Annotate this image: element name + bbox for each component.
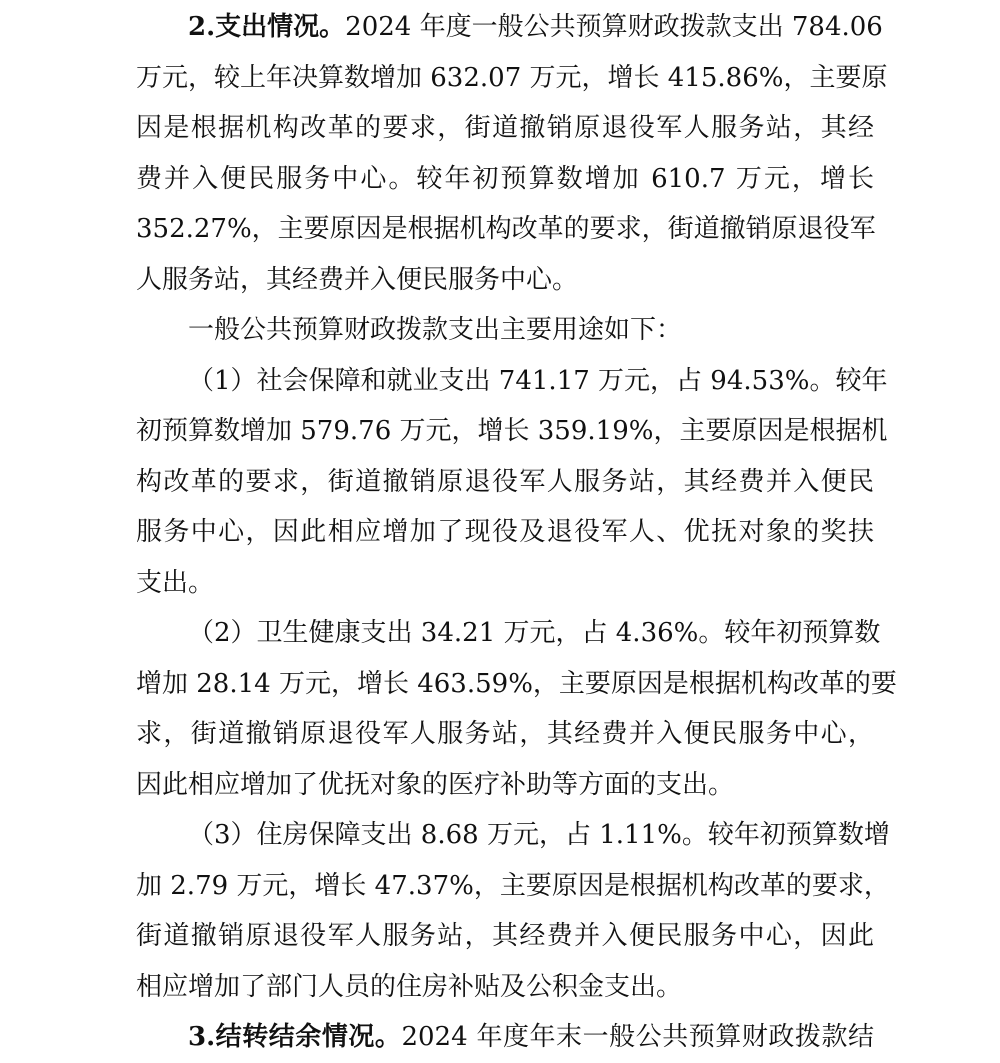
section-3-heading: 3.结转结余情况。 (188, 1022, 402, 1052)
uses-intro: 一般公共预算财政拨款支出主要用途如下： (188, 315, 683, 345)
section-2-line-2: 万元，较上年决算数增加 632.07 万元，增长 415.86%，主要原 (136, 62, 888, 93)
item-2-line-3: 求，街道撤销原退役军人服务站，其经费并入便民服务中心， (136, 719, 874, 749)
item-1-line-3: 构改革的要求，街道撤销原退役军人服务站，其经费并入便民 (136, 466, 874, 497)
item-3-line-2: 加 2.79 万元，增长 47.37%，主要原因是根据机构改革的要求， (136, 870, 890, 901)
section-2-line-5: 352.27%，主要原因是根据机构改革的要求，街道撤销原退役军 (136, 214, 876, 244)
item-2-line-1: （2）卫生健康支出 34.21 万元，占 4.36%。较年初预算数 (188, 618, 881, 648)
item-3-line-4: 相应增加了部门人员的住房补贴及公积金支出。 (136, 971, 683, 1002)
item-1-line-2: 初预算数增加 579.76 万元，增长 359.19%，主要原因是根据机 (136, 416, 888, 446)
item-3-line-3: 街道撤销原退役军人服务站，其经费并入便民服务中心，因此 (136, 921, 874, 951)
section-3-line-1: 2024 年度年末一般公共预算财政拨款结 (401, 1022, 874, 1052)
section-2-line-3: 因是根据机构改革的要求，街道撤销原退役军人服务站，其经 (136, 113, 874, 143)
item-3-line-1: （3）住房保障支出 8.68 万元，占 1.11%。较年初预算数增 (188, 820, 890, 850)
section-2-line-6: 人服务站，其经费并入便民服务中心。 (136, 264, 579, 295)
section-2-line-1: 2024 年度一般公共预算财政拨款支出 784.06 (345, 12, 883, 42)
item-2-line-4: 因此相应增加了优抚对象的医疗补助等方面的支出。 (136, 769, 735, 800)
section-2-line-4: 费并入便民服务中心。较年初预算数增加 610.7 万元，增长 (136, 163, 874, 194)
section-2-first-line (188, 2, 883, 53)
section-3-first-line (188, 1012, 874, 1063)
item-1-line-1: （1）社会保障和就业支出 741.17 万元，占 94.53%。较年 (188, 365, 888, 396)
item-1-line-4: 服务中心，因此相应增加了现役及退役军人、优抚对象的奖扶 (136, 517, 874, 547)
item-2-line-2: 增加 28.14 万元，增长 463.59%，主要原因是根据机构改革的要 (136, 668, 897, 699)
section-2-heading: 2.支出情况。 (188, 12, 346, 42)
item-1-line-5: 支出。 (136, 567, 215, 598)
